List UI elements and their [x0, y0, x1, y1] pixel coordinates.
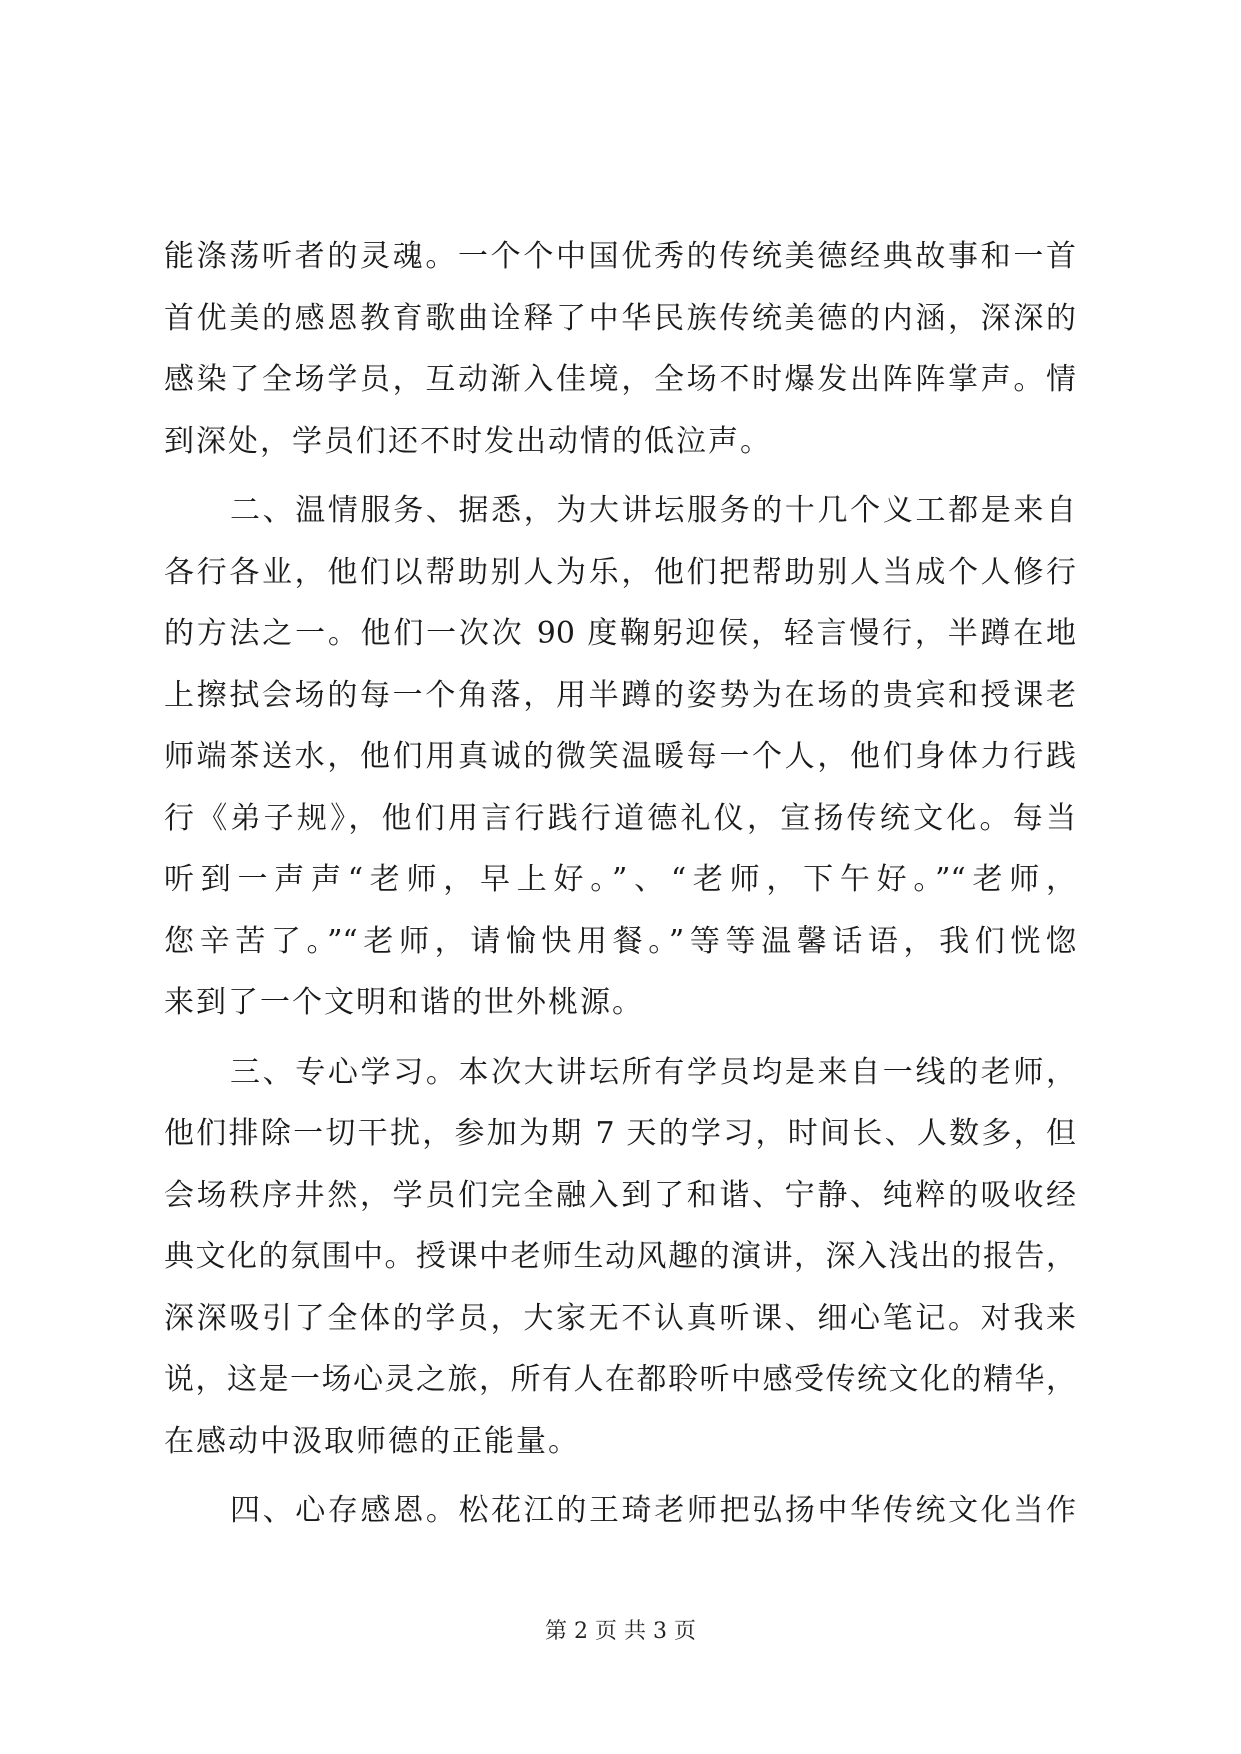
- text-line: 三、专心学习。本次大讲坛所有学员均是来自一线的老师，: [230, 1054, 1076, 1090]
- text-line: 他们排除一切干扰，参加为期 7 天的学习，时间长、人数多，但: [164, 1116, 1076, 1151]
- paragraph-3: [164, 1042, 1076, 1473]
- text-line: 四、心存感恩。松花江的王琦老师把弘扬中华传统文化当作: [230, 1493, 1076, 1528]
- text-line: 感染了全场学员，互动渐入佳境，全场不时爆发出阵阵掌声。情: [164, 362, 1076, 397]
- text-line: 典文化的氛围中。授课中老师生动风趣的演讲，深入浅出的报告，: [164, 1239, 1076, 1274]
- text-line: 首优美的感恩教育歌曲诠释了中华民族传统美德的内涵，深深的: [164, 300, 1076, 336]
- text-line: 在感动中汲取师德的正能量。: [164, 1423, 580, 1459]
- text-line: 来到了一个文明和谐的世外桃源。: [164, 985, 644, 1020]
- text-line: 师端茶送水，他们用真诚的微笑温暖每一个人，他们身体力行践: [164, 739, 1076, 774]
- text-line: 到深处，学员们还不时发出动情的低泣声。: [164, 423, 772, 459]
- body-text: [164, 226, 1076, 1542]
- text-line: 上擦拭会场的每一个角落，用半蹲的姿势为在场的贵宾和授课老: [164, 677, 1076, 713]
- paragraph-1: [164, 226, 1076, 472]
- page-number-footer: 第 2 页 共 3 页: [545, 1619, 696, 1644]
- text-line: 会场秩序井然，学员们完全融入到了和谐、宁静、纯粹的吸收经: [164, 1177, 1076, 1213]
- paragraph-2: [164, 480, 1076, 1034]
- text-line: 各行各业，他们以帮助别人为乐，他们把帮助别人当成个人修行: [164, 554, 1076, 590]
- text-line: 二、温情服务、据悉，为大讲坛服务的十几个义工都是来自: [230, 493, 1076, 528]
- text-line: 行《弟子规》，他们用言行践行道德礼仪，宣扬传统文化。每当: [164, 800, 1076, 836]
- text-line: 听到一声声“老师，早上好。”、“老师，下午好。”“老师，: [164, 862, 1076, 897]
- text-line: 您辛苦了。”“老师，请愉快用餐。”等等温馨话语，我们恍惚: [164, 923, 1076, 959]
- text-line: 说，这是一场心灵之旅，所有人在都聆听中感受传统文化的精华，: [164, 1362, 1076, 1397]
- text-line: 能涤荡听者的灵魂。一个个中国优秀的传统美德经典故事和一首: [164, 239, 1076, 274]
- text-line: 深深吸引了全体的学员，大家无不认真听课、细心笔记。对我来: [164, 1300, 1076, 1336]
- paragraph-4: [164, 1480, 1076, 1542]
- text-line: 的方法之一。他们一次次 90 度鞠躬迎侯，轻言慢行，半蹲在地: [164, 616, 1076, 651]
